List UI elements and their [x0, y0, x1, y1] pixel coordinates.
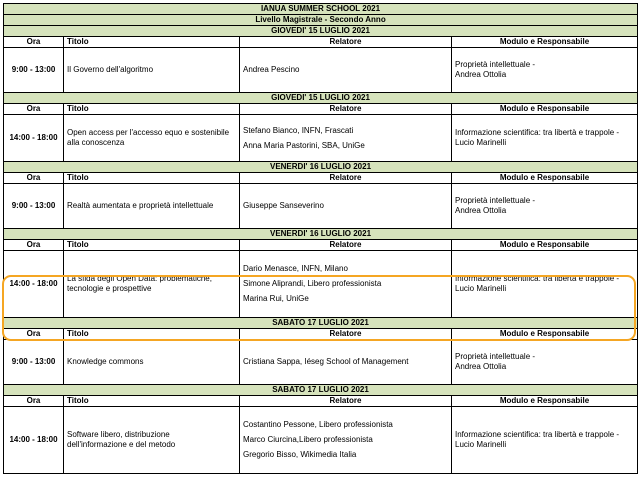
session-time: 9:00 - 13:00 [4, 184, 64, 229]
session-title [64, 48, 240, 93]
titolo-line: tecnologie e prospettive [67, 284, 152, 293]
modulo-line: Informazione scientifica: tra libertà e trappole - [455, 274, 620, 283]
session-module [452, 340, 638, 385]
col-titolo: Titolo [64, 396, 240, 407]
session-module [452, 407, 638, 474]
titolo-line: Software libero, distribuzione [67, 430, 170, 439]
relatori-line: Simone Aliprandi, Libero professionista [243, 279, 382, 288]
modulo-line: Andrea Ottolia [455, 362, 507, 371]
titolo-line: Open access per l'accesso equo e sostenibile [67, 128, 230, 137]
col-modulo: Modulo e Responsabile [452, 329, 638, 340]
column-header-row [4, 104, 638, 115]
column-header-row [4, 396, 638, 407]
relatori-line: Costantino Pessone, Libero professionista [243, 420, 393, 429]
relatori-line: Marco Ciurcina,Libero professionista [243, 435, 373, 444]
relatori-line: Gregorio Bisso, Wikimedia Italia [243, 450, 357, 459]
modulo-line: Proprietà intellettuale - [455, 60, 536, 69]
day-header: GIOVEDI' 15 LUGLIO 2021 [4, 26, 638, 37]
day-header: SABATO 17 LUGLIO 2021 [4, 318, 638, 329]
relatori-line: Dario Menasce, INFN, Milano [243, 264, 348, 273]
col-titolo: Titolo [64, 104, 240, 115]
day-header: GIOVEDI' 15 LUGLIO 2021 [4, 93, 638, 104]
col-titolo: Titolo [64, 329, 240, 340]
session-row [4, 115, 638, 162]
day-header: SABATO 17 LUGLIO 2021 [4, 385, 638, 396]
session-time: 14:00 - 18:00 [4, 115, 64, 162]
titolo-line: Knowledge commons [67, 357, 144, 366]
modulo-line: Andrea Ottolia [455, 70, 507, 79]
col-ora: Ora [4, 329, 64, 340]
session-time: 9:00 - 13:00 [4, 340, 64, 385]
session-speakers [240, 184, 452, 229]
session-speakers [240, 48, 452, 93]
col-ora: Ora [4, 37, 64, 48]
modulo-line: Lucio Marinelli [455, 138, 507, 147]
titolo-line: La sfida degli Open Data: problematiche, [67, 274, 212, 283]
titolo-line: Realtà aumentata e proprietà intellettuale [67, 201, 214, 210]
session-title [64, 115, 240, 162]
session-speakers [240, 340, 452, 385]
column-header-row [4, 37, 638, 48]
day-header-row [4, 229, 638, 240]
col-relatore: Relatore [240, 240, 452, 251]
col-ora: Ora [4, 396, 64, 407]
session-module [452, 48, 638, 93]
school-title-row [4, 4, 638, 15]
col-ora: Ora [4, 240, 64, 251]
modulo-line: Andrea Ottolia [455, 206, 507, 215]
day-header-row [4, 162, 638, 173]
day-header-row [4, 385, 638, 396]
level-row [4, 15, 638, 26]
col-relatore: Relatore [240, 329, 452, 340]
col-titolo: Titolo [64, 240, 240, 251]
relatori-line: Marina Rui, UniGe [243, 294, 309, 303]
relatori-line: Stefano Bianco, INFN, Frascati [243, 125, 354, 135]
relatori-line: Anna Maria Pastorini, SBA, UniGe [243, 140, 365, 150]
session-row [4, 340, 638, 385]
session-title [64, 407, 240, 474]
titolo-line: Il Governo dell'algoritmo [67, 65, 154, 74]
titolo-line: alla conoscenza [67, 138, 125, 147]
modulo-line: Proprietà intellettuale - [455, 352, 536, 361]
col-relatore: Relatore [240, 173, 452, 184]
col-relatore: Relatore [240, 396, 452, 407]
col-relatore: Relatore [240, 37, 452, 48]
modulo-line: Proprietà intellettuale - [455, 196, 536, 205]
relatori-line: Cristiana Sappa, Iéseg School of Management [243, 357, 409, 366]
day-header: VENERDI' 16 LUGLIO 2021 [4, 229, 638, 240]
column-header-row [4, 240, 638, 251]
col-modulo: Modulo e Responsabile [452, 240, 638, 251]
highlight-box [2, 275, 636, 341]
col-titolo: Titolo [64, 173, 240, 184]
col-modulo: Modulo e Responsabile [452, 396, 638, 407]
column-header-row [4, 173, 638, 184]
session-title [64, 340, 240, 385]
session-speakers [240, 407, 452, 474]
relatori-line: Giuseppe Sanseverino [243, 201, 324, 210]
relatori-line: Andrea Pescino [243, 65, 300, 74]
day-header-row [4, 93, 638, 104]
session-speakers [240, 115, 452, 162]
col-ora: Ora [4, 104, 64, 115]
session-row [4, 407, 638, 474]
col-modulo: Modulo e Responsabile [452, 173, 638, 184]
session-title [64, 184, 240, 229]
modulo-line: Informazione scientifica: tra libertà e trappole - [455, 128, 620, 137]
schedule-table [3, 3, 638, 474]
col-relatore: Relatore [240, 104, 452, 115]
day-header-row [4, 26, 638, 37]
modulo-line: Lucio Marinelli [455, 284, 507, 293]
col-ora: Ora [4, 173, 64, 184]
session-time: 14:00 - 18:00 [4, 407, 64, 474]
col-modulo: Modulo e Responsabile [452, 37, 638, 48]
modulo-line: Informazione scientifica: tra libertà e trappole - [455, 430, 620, 439]
session-row [4, 48, 638, 93]
titolo-line: dell'informazione e del metodo [67, 440, 176, 449]
session-module [452, 115, 638, 162]
session-row [4, 184, 638, 229]
modulo-line: Lucio Marinelli [455, 440, 507, 449]
school-title: IANUA SUMMER SCHOOL 2021 [4, 4, 638, 15]
session-time: 9:00 - 13:00 [4, 48, 64, 93]
col-titolo: Titolo [64, 37, 240, 48]
level-subtitle: Livello Magistrale - Secondo Anno [4, 15, 638, 26]
col-modulo: Modulo e Responsabile [452, 104, 638, 115]
session-module [452, 184, 638, 229]
day-header: VENERDI' 16 LUGLIO 2021 [4, 162, 638, 173]
session-time: 14:00 - 18:00 [4, 251, 64, 318]
